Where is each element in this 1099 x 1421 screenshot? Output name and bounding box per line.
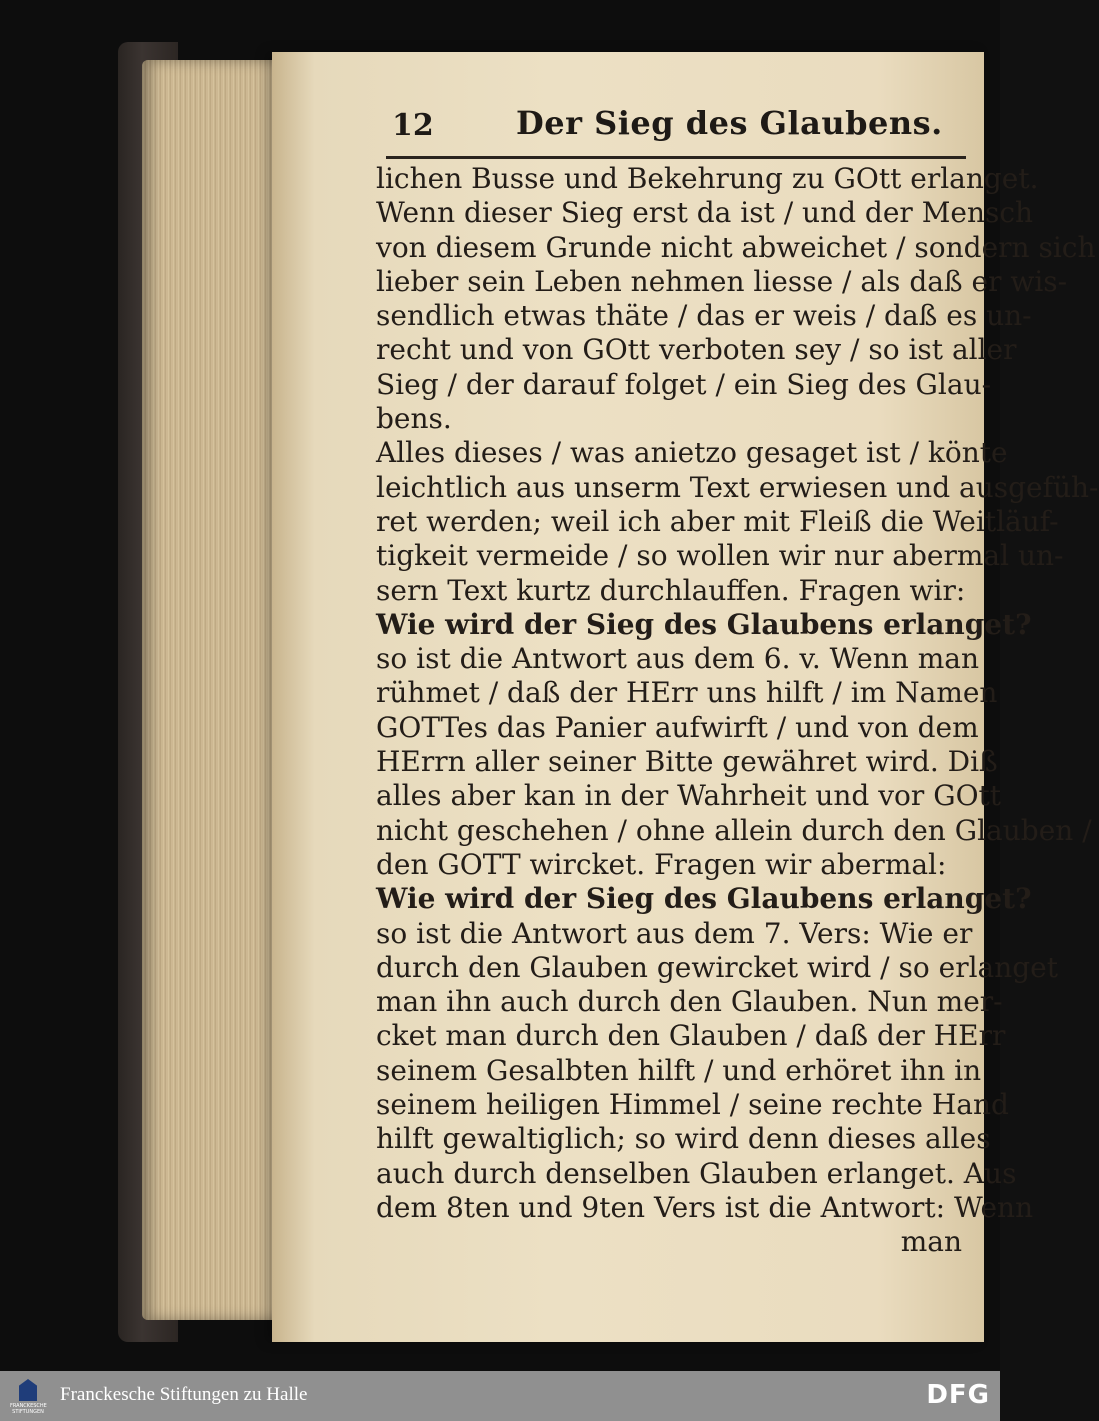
text-line: lieber sein Leben nehmen liesse / als daß er wis- [376,264,1068,298]
text-line: auch durch denselben Glauben erlanget. Aus [376,1156,1017,1190]
catchword: man [900,1225,962,1259]
text-line: von diesem Grunde nicht abweichet / sondern sich [376,230,1096,264]
header-rule [386,156,966,159]
text-line: sendlich etwas thäte / das er weis / daß es un- [376,299,1032,333]
text-line: tigkeit vermeide / so wollen wir nur abermal un- [376,539,1064,573]
text-line: rühmet / daß der HErr uns hilft / im Namen [376,676,998,710]
dfg-logo[interactable]: DFG [926,1380,990,1410]
footer-bar [0,1371,1000,1421]
institution-name[interactable]: Franckesche Stiftungen zu Halle [60,1384,308,1405]
text-line: Alles dieses / was anietzo gesaget ist / könte [376,436,1008,470]
text-line: dem 8ten und 9ten Vers ist die Antwort: Wenn [376,1190,1034,1224]
text-line: den GOTT wircket. Fragen wir abermal: [376,847,947,881]
text-line: lichen Busse und Bekehrung zu GOtt erlanget. [376,162,1039,195]
text-line: so ist die Antwort aus dem 6. v. Wenn man [376,642,979,676]
text-line: alles aber kan in der Wahrheit und vor GOtt [376,779,1002,813]
page-number: 12 [392,108,434,143]
text-line: ret werden; weil ich aber mit Fleiß die Weitläuf- [376,504,1059,538]
emblem-shape [19,1379,37,1401]
text-line: seinem heiligen Himmel / seine rechte Hand [376,1088,1009,1122]
text-line: Wenn dieser Sieg erst da ist / und der Mensch [376,196,1034,230]
franckesche-stiftungen-emblem-icon[interactable] [10,1377,46,1415]
running-head: Der Sieg des Glaubens. [516,104,943,142]
text-line: so ist die Antwort aus dem 7. Vers: Wie er [376,916,973,950]
body-text [376,162,1099,1260]
text-line: hilft gewaltiglich; so wird denn dieses alles [376,1122,991,1156]
text-line: Sieg / der darauf folget / ein Sieg des Glau- [376,367,992,401]
text-line: recht und von GOtt verboten sey / so ist aller [376,333,1017,367]
text-line: seinem Gesalbten hilft / und erhöret ihn in [376,1053,982,1087]
text-line: Wie wird der Sieg des Glaubens erlanget? [376,607,1032,641]
page-edges [142,60,282,1320]
text-line: cket man durch den Glauben / daß der HErr [376,1019,1006,1053]
text-line: GOTTes das Panier aufwirft / und von dem [376,710,979,744]
text-line: HErrn aller seiner Bitte gewähret wird. Diß [376,745,998,779]
text-line: durch den Glauben gewircket wird / so erlanget [376,950,1059,984]
text-line: Wie wird der Sieg des Glaubens erlanget? [376,882,1032,916]
text-line: man ihn auch durch den Glauben. Nun mer- [376,985,1003,1019]
logo-text: FRANCKESCHE STIFTUNGEN [10,1403,47,1415]
text-line: leichtlich aus unserm Text erwiesen und ausgefüh- [376,470,1099,504]
text-line: nicht geschehen / ohne allein durch den Glauben / [376,813,1092,847]
text-line: bens. [376,402,452,436]
text-line: sern Text kurtz durchlauffen. Fragen wir: [376,573,966,607]
